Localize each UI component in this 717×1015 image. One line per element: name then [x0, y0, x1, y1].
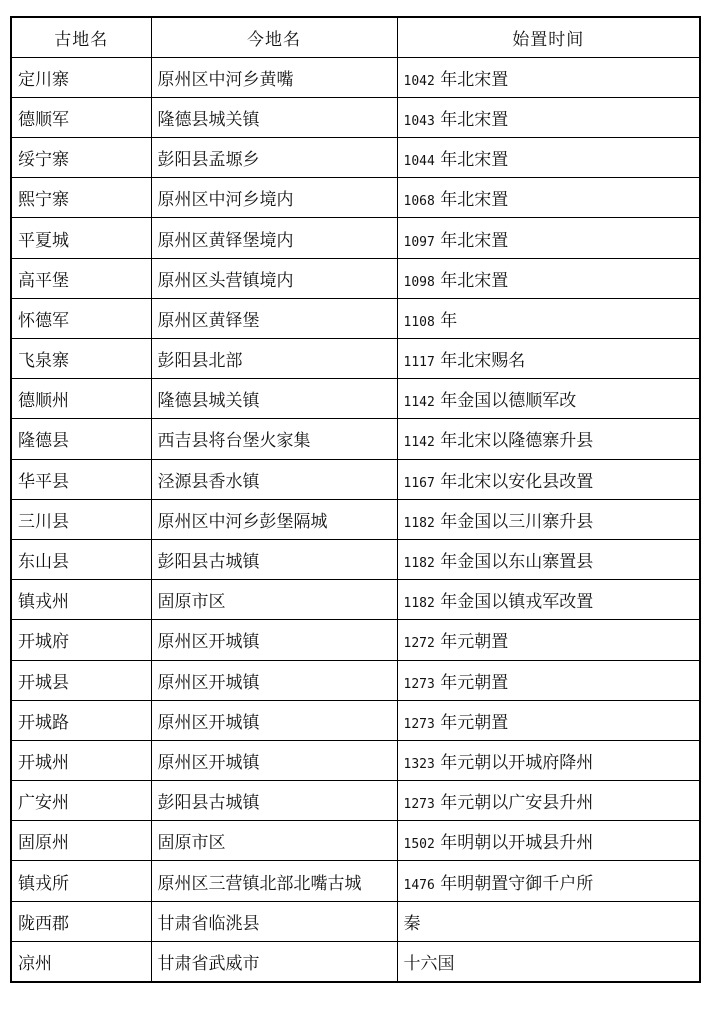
- cell-modern-name: 甘肃省武威市: [151, 941, 397, 981]
- cell-founding-time: [397, 620, 700, 660]
- cell-modern-name: 彭阳县孟塬乡: [151, 138, 397, 178]
- table-row: [11, 700, 700, 740]
- founding-year: 1273: [403, 797, 435, 813]
- founding-note: 年明朝置守御千户所: [440, 873, 594, 894]
- table-row: [11, 459, 700, 499]
- cell-modern-name: 原州区开城镇: [151, 700, 397, 740]
- founding-year: 1273: [403, 676, 435, 692]
- cell-ancient-name: 飞泉寨: [11, 339, 151, 379]
- founding-year: 1108: [403, 314, 435, 330]
- cell-modern-name: 彭阳县北部: [151, 339, 397, 379]
- cell-founding-time: [397, 379, 700, 419]
- cell-ancient-name: 广安州: [11, 781, 151, 821]
- cell-modern-name: 彭阳县古城镇: [151, 781, 397, 821]
- cell-ancient-name: 德顺军: [11, 97, 151, 137]
- cell-modern-name: 西吉县将台堡火家集: [151, 419, 397, 459]
- cell-modern-name: 原州区三营镇北部北嘴古城: [151, 861, 397, 901]
- founding-note: 年元朝置: [440, 632, 509, 653]
- cell-modern-name: 原州区开城镇: [151, 660, 397, 700]
- cell-founding-time: [397, 178, 700, 218]
- table-row: [11, 97, 700, 137]
- cell-founding-time: [397, 901, 700, 941]
- founding-note: 年元朝以广安县升州: [440, 793, 594, 814]
- cell-ancient-name: 定川寨: [11, 57, 151, 97]
- cell-ancient-name: 绥宁寨: [11, 138, 151, 178]
- cell-ancient-name: 三川县: [11, 499, 151, 539]
- cell-modern-name: 固原市区: [151, 580, 397, 620]
- cell-modern-name: 原州区开城镇: [151, 620, 397, 660]
- cell-founding-time: [397, 580, 700, 620]
- founding-year: 1476: [403, 877, 435, 893]
- founding-note: 年北宋置: [440, 190, 509, 211]
- cell-ancient-name: 固原州: [11, 821, 151, 861]
- cell-ancient-name: 开城县: [11, 660, 151, 700]
- cell-founding-time: [397, 258, 700, 298]
- founding-note: 年北宋以安化县改置: [440, 471, 594, 492]
- table-row: [11, 660, 700, 700]
- founding-note: 十六国: [403, 953, 455, 974]
- table-row: [11, 218, 700, 258]
- cell-founding-time: [397, 138, 700, 178]
- founding-year: 1273: [403, 716, 435, 732]
- founding-note: 年北宋置: [440, 150, 509, 171]
- cell-founding-time: [397, 218, 700, 258]
- founding-note: 年金国以镇戎军改置: [440, 592, 594, 613]
- founding-note: 年北宋置: [440, 230, 509, 251]
- cell-modern-name: 隆德县城关镇: [151, 97, 397, 137]
- cell-ancient-name: 开城府: [11, 620, 151, 660]
- table-row: [11, 740, 700, 780]
- cell-founding-time: [397, 700, 700, 740]
- cell-ancient-name: 东山县: [11, 539, 151, 579]
- cell-ancient-name: 德顺州: [11, 379, 151, 419]
- table-row: [11, 901, 700, 941]
- founding-year: 1117: [403, 355, 435, 371]
- cell-ancient-name: 怀德军: [11, 298, 151, 338]
- founding-year: 1068: [403, 194, 435, 210]
- cell-modern-name: 隆德县城关镇: [151, 379, 397, 419]
- founding-year: 1142: [403, 395, 435, 411]
- founding-year: 1097: [403, 234, 435, 250]
- founding-note: 年北宋置: [440, 109, 509, 130]
- founding-year: 1323: [403, 756, 435, 772]
- cell-founding-time: [397, 57, 700, 97]
- cell-founding-time: [397, 941, 700, 981]
- table-row: [11, 57, 700, 97]
- cell-ancient-name: 陇西郡: [11, 901, 151, 941]
- table-row: [11, 580, 700, 620]
- cell-founding-time: [397, 740, 700, 780]
- table-row: [11, 539, 700, 579]
- place-name-table: [10, 16, 701, 983]
- header-founding-time: 始置时间: [397, 17, 700, 57]
- founding-note: 年北宋置: [440, 270, 509, 291]
- table-body: [11, 57, 700, 981]
- place-name-table-container: [10, 16, 699, 983]
- founding-note: 年金国以三川寨升县: [440, 511, 594, 532]
- table-row: [11, 781, 700, 821]
- table-row: [11, 298, 700, 338]
- cell-founding-time: [397, 821, 700, 861]
- cell-ancient-name: 开城路: [11, 700, 151, 740]
- cell-ancient-name: 平夏城: [11, 218, 151, 258]
- table-row: [11, 379, 700, 419]
- table-row: [11, 419, 700, 459]
- founding-year: 1042: [403, 73, 435, 89]
- founding-year: 1167: [403, 475, 435, 491]
- cell-founding-time: [397, 298, 700, 338]
- table-row: [11, 941, 700, 981]
- cell-founding-time: [397, 539, 700, 579]
- cell-founding-time: [397, 861, 700, 901]
- cell-founding-time: [397, 459, 700, 499]
- cell-modern-name: 原州区黄铎堡境内: [151, 218, 397, 258]
- table-header: [11, 17, 700, 57]
- founding-note: 年北宋置: [440, 69, 509, 90]
- cell-modern-name: 原州区头营镇境内: [151, 258, 397, 298]
- table-row: [11, 821, 700, 861]
- cell-founding-time: [397, 419, 700, 459]
- cell-modern-name: 原州区中河乡境内: [151, 178, 397, 218]
- founding-note: 年: [440, 310, 458, 331]
- founding-year: 1043: [403, 113, 435, 129]
- table-row: [11, 138, 700, 178]
- cell-founding-time: [397, 339, 700, 379]
- founding-note: 秦: [403, 913, 421, 934]
- cell-ancient-name: 隆德县: [11, 419, 151, 459]
- table-row: [11, 861, 700, 901]
- cell-founding-time: [397, 499, 700, 539]
- cell-modern-name: 原州区开城镇: [151, 740, 397, 780]
- table-row: [11, 339, 700, 379]
- founding-note: 年北宋以隆德寨升县: [440, 431, 594, 452]
- founding-note: 年明朝以开城县升州: [440, 833, 594, 854]
- cell-ancient-name: 高平堡: [11, 258, 151, 298]
- cell-modern-name: 彭阳县古城镇: [151, 539, 397, 579]
- founding-year: 1182: [403, 515, 435, 531]
- cell-founding-time: [397, 97, 700, 137]
- cell-modern-name: 甘肃省临洮县: [151, 901, 397, 941]
- table-row: [11, 499, 700, 539]
- founding-note: 年元朝以开城府降州: [440, 752, 594, 773]
- cell-modern-name: 原州区黄铎堡: [151, 298, 397, 338]
- founding-note: 年元朝置: [440, 712, 509, 733]
- founding-year: 1098: [403, 274, 435, 290]
- cell-modern-name: 原州区中河乡黄嘴: [151, 57, 397, 97]
- founding-note: 年北宋赐名: [440, 351, 526, 372]
- cell-ancient-name: 熙宁寨: [11, 178, 151, 218]
- cell-modern-name: 固原市区: [151, 821, 397, 861]
- cell-modern-name: 原州区中河乡彭堡隔城: [151, 499, 397, 539]
- table-row: [11, 620, 700, 660]
- header-modern-name: 今地名: [151, 17, 397, 57]
- header-row: [11, 17, 700, 57]
- founding-year: 1502: [403, 837, 435, 853]
- founding-year: 1182: [403, 556, 435, 572]
- table-row: [11, 178, 700, 218]
- founding-note: 年元朝置: [440, 672, 509, 693]
- cell-founding-time: [397, 781, 700, 821]
- cell-ancient-name: 开城州: [11, 740, 151, 780]
- table-row: [11, 258, 700, 298]
- cell-ancient-name: 镇戎所: [11, 861, 151, 901]
- founding-year: 1142: [403, 435, 435, 451]
- cell-ancient-name: 镇戎州: [11, 580, 151, 620]
- founding-year: 1044: [403, 154, 435, 170]
- header-ancient-name: 古地名: [11, 17, 151, 57]
- cell-ancient-name: 凉州: [11, 941, 151, 981]
- cell-founding-time: [397, 660, 700, 700]
- founding-year: 1272: [403, 636, 435, 652]
- founding-year: 1182: [403, 596, 435, 612]
- founding-note: 年金国以德顺军改: [440, 391, 577, 412]
- cell-ancient-name: 华平县: [11, 459, 151, 499]
- founding-note: 年金国以东山寨置县: [440, 552, 594, 573]
- cell-modern-name: 泾源县香水镇: [151, 459, 397, 499]
